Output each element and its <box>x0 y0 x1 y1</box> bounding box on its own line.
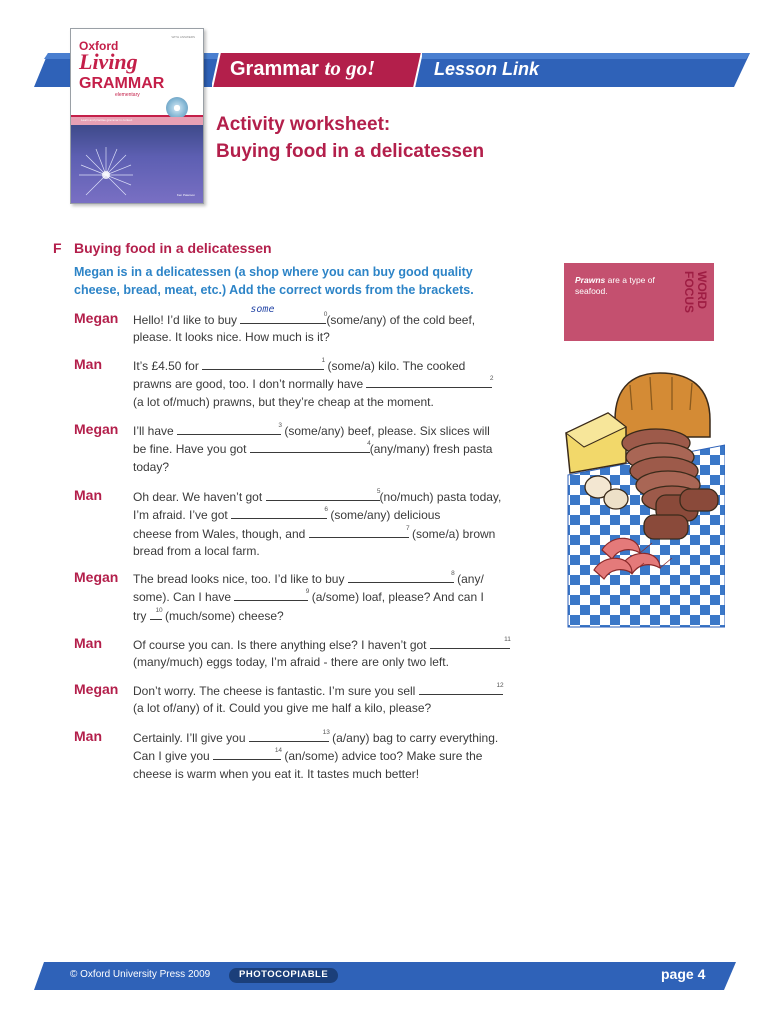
dialogue-line: (a lot of/any) of it. Could you give me half a kilo, please? <box>133 701 432 716</box>
answer-blank-5[interactable] <box>266 489 380 501</box>
blank-number: 9 <box>305 588 310 596</box>
blank-number: 7 <box>406 524 410 532</box>
speaker-name: Megan <box>74 681 119 697</box>
brand-logo: Grammar to go! <box>230 56 376 80</box>
dialogue-line: I’ll have 3 (some/any) beef, please. Six slices will <box>133 423 490 438</box>
speaker-name: Man <box>74 356 102 372</box>
answer-blank-7[interactable] <box>309 526 409 538</box>
dialogue-line: try 10 (much/some) cheese? <box>133 608 284 623</box>
book-cover-image: WITH ANSWERS Oxford Living GRAMMAR elementary Learn and practise grammar in context Ken Paterson <box>70 28 204 204</box>
answer-blank-9[interactable] <box>234 589 308 601</box>
blank-number: 11 <box>504 636 511 643</box>
blank-number: 2 <box>489 375 494 383</box>
copyright: © Oxford University Press 2009 <box>70 969 211 980</box>
word-focus-text: Prawns are a type of seafood. <box>575 275 655 296</box>
answer-blank-14[interactable] <box>213 748 281 760</box>
speaker-name: Man <box>74 487 102 503</box>
dialogue-line: Certainly. I’ll give you 13 (a/any) bag to carry everything. <box>133 730 498 745</box>
dialogue-line: It’s £4.50 for 1 (some/a) kilo. The cooked <box>133 358 465 373</box>
speaker-name: Megan <box>74 421 119 437</box>
blank-number: 6 <box>324 506 329 514</box>
speaker-name: Megan <box>74 310 119 326</box>
dialogue-line: bread from a local farm. <box>133 543 260 558</box>
answer-blank-6[interactable] <box>231 507 327 519</box>
speaker-name: Megan <box>74 569 119 585</box>
answer-blank-12[interactable] <box>419 683 503 695</box>
blank-number: 1 <box>321 357 326 364</box>
answer-blank-2[interactable] <box>366 376 492 388</box>
dialogue-line: Hello! I’d like to buy some 0 (some/any) of the cold beef, <box>133 304 476 327</box>
speaker-name: Man <box>74 635 102 651</box>
dialogue-line: I’m afraid. I’ve got 6 (some/any) delicious <box>133 507 440 522</box>
blank-number: 14 <box>274 747 283 755</box>
dialogue-line: please. It looks nice. How much is it? <box>133 330 330 345</box>
dialogue-line: Can I give you 14 (an/some) advice too? Make sure the <box>133 748 482 763</box>
dialogue-line: The bread looks nice, too. I’d like to buy 8 (any/ <box>133 571 484 586</box>
answer-blank-3[interactable] <box>177 423 281 435</box>
answer-blank-10[interactable] <box>150 608 162 620</box>
speaker-name: Man <box>74 728 102 744</box>
instruction-line-2: cheese, bread, meat, etc.) Add the correct words from the brackets. <box>74 283 474 297</box>
word-focus-label: WORD FOCUS <box>682 271 709 313</box>
answer-blank-11[interactable] <box>430 637 510 649</box>
delicatessen-illustration <box>560 365 725 630</box>
answer-blank-8[interactable] <box>348 571 454 583</box>
instruction-line-1: Megan is in a delicatessen (a shop where you can buy good quality <box>74 265 473 279</box>
dialogue-line: (many/much) eggs today, I’m afraid - there are only two left. <box>133 655 449 670</box>
page-number: page 4 <box>661 966 706 982</box>
blank-number: 5 <box>376 488 381 495</box>
dialogue-line: Don’t worry. The cheese is fantastic. I’m sure you sell 12 <box>133 683 503 698</box>
photocopiable-badge: PHOTOCOPIABLE <box>229 968 338 983</box>
lesson-link-label: Lesson Link <box>434 59 540 79</box>
dialogue-line: today? <box>133 459 170 474</box>
blank-number: 12 <box>496 682 504 689</box>
section-title: Buying food in a delicatessen <box>74 240 272 256</box>
blank-number: 13 <box>322 729 330 736</box>
dialogue-line: some). Can I have 9 (a/some) loaf, please? And can I <box>133 589 484 604</box>
blank-number: 3 <box>278 422 283 429</box>
dialogue-line: be fine. Have you got 4 (any/many) fresh pasta <box>133 441 492 456</box>
dialogue-line: prawns are good, too. I don’t normally have 2 <box>133 376 492 391</box>
blank-number: 4 <box>367 440 371 448</box>
blank-number: 10 <box>155 606 163 614</box>
dialogue-line: cheese from Wales, though, and 7 (some/a) brown <box>133 526 495 541</box>
dialogue-line: Of course you can. Is there anything else? I haven’t got 11 <box>133 637 510 652</box>
answer-blank-0[interactable] <box>240 304 328 324</box>
section-letter: F <box>53 240 62 256</box>
cd-icon <box>166 97 188 119</box>
dialogue-line: cheese is warm when you eat it. It tastes much better! <box>133 766 420 781</box>
dialogue-line: Oh dear. We haven’t got 5 (no/much) pasta today, <box>133 489 501 504</box>
handwritten-answer: some <box>250 304 275 315</box>
answer-blank-1[interactable] <box>202 358 324 370</box>
blank-number: 8 <box>451 570 455 577</box>
worksheet-subtitle: Buying food in a delicatessen <box>216 141 485 162</box>
answer-blank-13[interactable] <box>249 730 329 742</box>
answer-blank-4[interactable] <box>250 441 370 453</box>
worksheet-title: Activity worksheet: <box>216 114 391 135</box>
blank-number: 0 <box>323 311 328 318</box>
dialogue-line: (a lot of/much) prawns, but they’re cheap at the moment. <box>133 394 434 409</box>
